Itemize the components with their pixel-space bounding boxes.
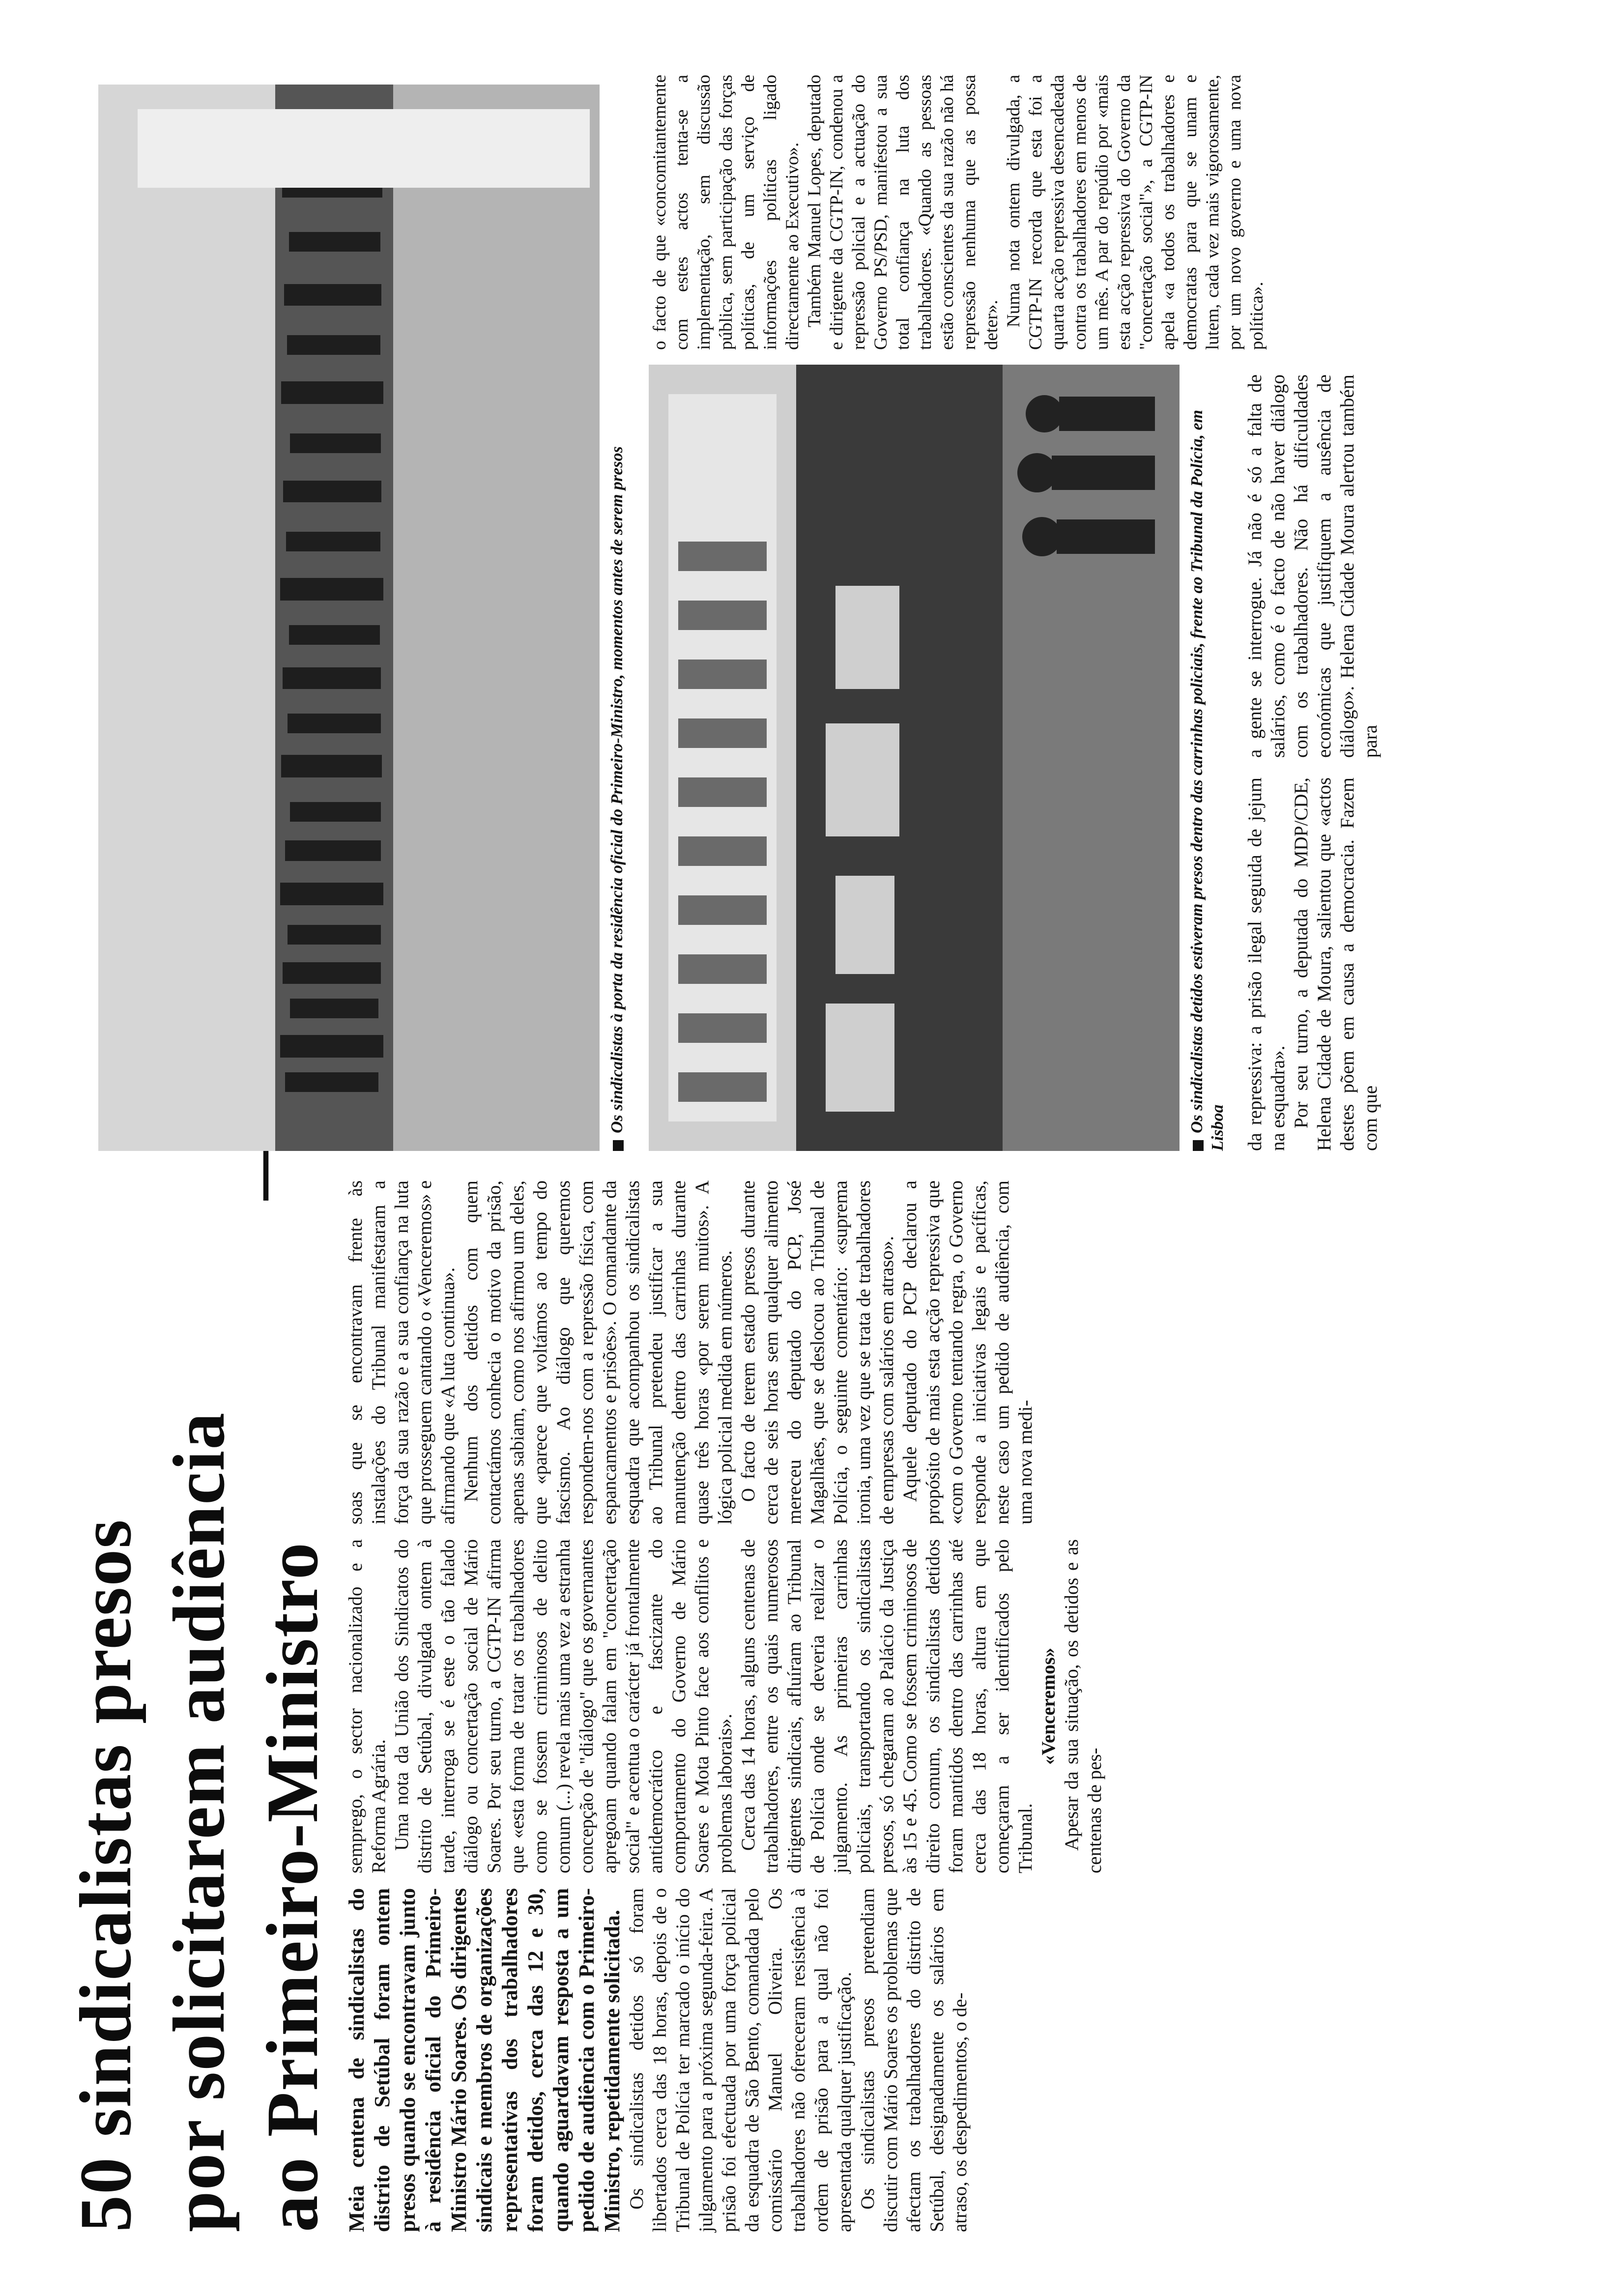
col3-paragraph: Nenhum dos detidos com quem contactámos conhecia o motivo da prisão, apenas sabiam, como nos afirmou um deles, que «parece que voltámos ao tempo do fascismo. Ao diálogo que queremos respondem-nos com a repressão física, com espancamentos e prisões». O comandante da esquadra que acompanhou os sindicalistas ao Tribunal pretendeu justificar a sua manutenção dentro das carrinhas durante quase três horas «por serem muitos». A lógica policial medida em números. (461, 1180, 736, 1524)
col1-paragraph: Os sindicalistas detidos só foram libertados cerca das 18 horas, depois de o Tribunal de Polícia ter marcado o início do julgamento para a próxima segunda-feira. A prisão foi efectuada por uma força policial da esquadra de São Bento, comandada pelo comissário Manuel Oliveira. Os trabalhadores não ofereceram resistência à ordem de prisão para a qual não foi apresentada qualquer justificação. (626, 1888, 855, 2232)
photo-2-caption (1187, 365, 1228, 1151)
col3-paragraph: Aquele deputado do PCP declarou a propósito de mais esta acção repressiva que «com o Governo tentando regra, o Governo responde a iniciativas legais e pacíficas, neste caso um pedido de audiência, com uma nova medi- (899, 1180, 1036, 1524)
col2-paragraph: Uma nota da União dos Sindicatos do distrito de Setúbal, divulgada ontem à tarde, interroga se é este o tão falado diálogo ou concertação social de Mário Soares. Por seu turno, a CGTP-IN afirma que «esta forma de tratar os trabalhadores como se fossem criminosos de delito comum (...) revela mais uma vez a estranha concepção de "diálogo" que os governantes apregoam quando falam em "concertação social" e acentua o carácter já frontalmente antidemocrático e fascizante do comportamento do Governo de Mário Soares e Mota Pinto face aos conflitos e problemas laborais». (391, 1539, 736, 1873)
col6-paragraph: o facto de que «concomitantemente com estes actos tenta-se a implementação, sem discussão pública, sem participação das forças políticas, de um serviço de informações políticas ligado directamente ao Executivo». (650, 75, 803, 350)
headline (59, 1102, 339, 2232)
col2-paragraph: semprego, o sector nacionalizado e a Reforma Agrária. (345, 1539, 389, 1873)
photo-2-image (649, 365, 1180, 1151)
caption-bullet-icon (613, 1140, 624, 1151)
col4-paragraph: Por seu turno, a deputada do MDP/CDE, Helena Cidade de Moura, salientou que «actos destes põem em causa a democracia. Fazem com que (1291, 777, 1381, 1151)
col2-paragraph: Cerca das 14 horas, alguns centenas de trabalhadores, entre os quais numerosos dirigentes sindicais, afluíram ao Tribunal de Polícia onde se deveria realizar o julgamento. As primeiras carrinhas policiais, transportando os sindicalistas presos, só chegaram ao Palácio da Justiça às 15 e 45. Como se fossem criminosos de direito comum, os sindicalistas detidos foram mantidos dentro das carrinhas até cerca das 18 horas, altura em que começaram a ser identificados pelo Tribunal. (738, 1539, 1036, 1873)
col2-paragraph: Apesar da sua situação, os detidos e as centenas de pes- (1061, 1539, 1105, 1873)
col6-paragraph: Numa nota ontem divulgada, a CGTP-IN recorda que esta foi a quarta acção repressiva desencadeada contra os trabalhadores em menos de um mês. A par do repúdio por «mais esta acção repressiva do Governo da "concertação social"», a CGTP-IN apela «a todos os trabalhadores e democratas para que se unam e lutem, cada vez mais vigorosamente, por um novo governo e uma nova política». (1004, 75, 1267, 350)
column-3 (344, 1180, 1037, 1524)
subheading: «Venceremos» (1038, 1647, 1059, 1765)
headline-line-1: 50 sindicalistas presos (65, 1519, 146, 2232)
photo-sindicalistas-residencia (98, 85, 600, 1151)
lead-paragraph: Meia centena de sindicalistas do distrito de Setúbal foram ontem presos quando se encontravam junto à residência oficial do Primeiro-Ministro Mário Soares. Os dirigentes sindicais e membros de organizações representativas dos trabalhadores foram detidos, cerca das 12 e 30, quando aguardavam resposta a um pedido de audiência com o Primeiro-Ministro, repetidamente solicitada. (345, 1888, 624, 2232)
column-6 (649, 75, 1268, 350)
column-5 (1243, 374, 1382, 758)
caption-bullet-icon (1193, 1140, 1204, 1151)
photo-1-caption (607, 85, 628, 1151)
column-2 (344, 1539, 1106, 1873)
photo-carrinhas-tribunal (649, 365, 1180, 1151)
column-1 (344, 1888, 972, 2232)
col4-paragraph: da repressiva: a prisão ilegal seguida de jejum na esquadra». (1244, 777, 1289, 1151)
headline-line-2: por solicitarem audiência (158, 1411, 240, 2232)
headline-line-3: ao Primeiro-Ministro (252, 1542, 333, 2232)
col3-paragraph: O facto de terem estado presos durante cerca de seis horas sem qualquer alimento mereceu do deputado do PCP, José Magalhães, que se deslocou ao Tribunal de Polícia, o seguinte comentário: «suprema ironia, uma vez que se trata de trabalhadores de empresas com salários em atraso». (738, 1180, 897, 1524)
col3-paragraph: soas que se encontravam frente às instalações do Tribunal manifestaram a força da sua razão e a sua confiança na luta que prosseguem cantando o «Venceremos» e afirmando que «A luta continua». (345, 1180, 459, 1524)
col1-paragraph: Os sindicalistas presos pretendiam discutir com Mário Soares os problemas que afectam os trabalhadores do distrito de Setúbal, designadamente os salários em atraso, os despedimentos, o de- (857, 1888, 971, 2232)
photo-2-caption-text: Os sindicalistas detidos estiveram presos dentro das carrinhas policiais, frente ao Tribunal da Polícia, em Lisboa (1188, 409, 1227, 1151)
photo-1-image (98, 85, 600, 1151)
col5-paragraph: a gente se interrogue. Já não é só a falta de salários, como é o facto de não haver diálogo com os trabalhadores. Não há dificuldades económicas que justifiquem a ausência de diálogo». Helena Cidade Moura alertou também para (1244, 374, 1381, 758)
col6-paragraph: Também Manuel Lopes, deputado e dirigente da CGTP-IN, condenou a repressão policial e a actuação do Governo PS/PSD, manifestou a sua total confiança na luta dos trabalhadores. «Quando as pessoas estão conscientes da sua razão não há repressão nenhuma que as possa deter». (805, 75, 1002, 350)
column-4 (1243, 777, 1382, 1151)
photo-1-caption-text: Os sindicalistas à porta da residência oficial do Primeiro-Ministro, momentos antes de serem presos (608, 446, 626, 1133)
